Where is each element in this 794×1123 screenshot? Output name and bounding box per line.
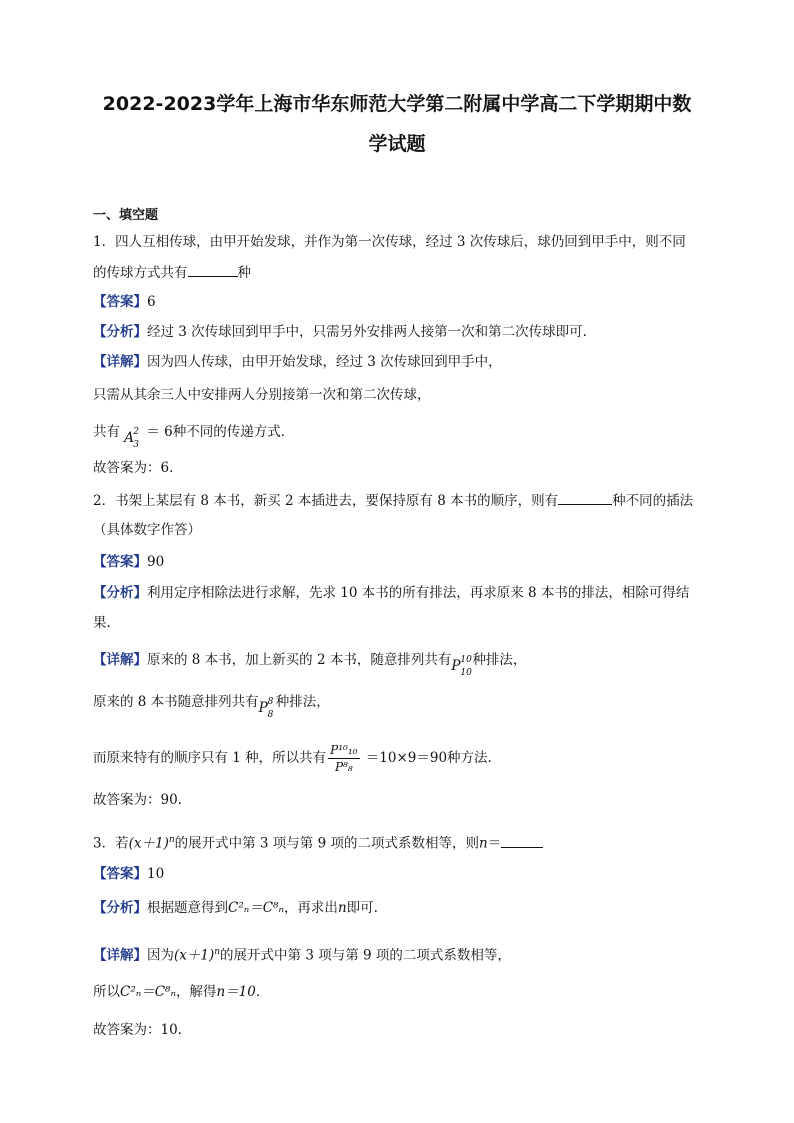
q2-detail-line-3: 而原来特有的顺序只有 1 种，所以共有 $\frac{\text{P¹⁰₁₀}}{\text{P⁸₈}}$ ＝10×9＝90种方法. <box>93 743 492 774</box>
analysis-tag: 【分析】 <box>93 324 147 340</box>
q1-final: 故答案为：6. <box>93 460 174 476</box>
title-line-2: 学试题 <box>368 133 426 155</box>
detail-tag: 【详解】 <box>93 354 147 370</box>
q2-detail-line-2: 原来的 8 本书随意排列共有P 8 8 种排法， <box>93 694 330 720</box>
q1-detail-line-1: 【详解】因为四人传球，由甲开始发球，经过 3 次传球回到甲手中， <box>93 354 502 370</box>
q2-permutation-symbol-10: P 10 10 <box>451 655 472 678</box>
q2-permutation-symbol-8: P 8 8 <box>258 697 274 720</box>
title-line-1: 2022-2023学年上海市华东师范大学第二附属中学高二下学期期中数 <box>102 93 692 115</box>
q1-analysis: 【分析】经过 3 次传球回到甲手中，只需另外安排两人接第一次和第二次传球即可. <box>93 324 587 340</box>
q2-text-line-1: 2．书架上某层有 8 本书，新买 2 本插进去，要保持原有 8 本书的顺序，则有 种不同的插法 <box>93 490 693 511</box>
answer-tag: 【答案】 <box>93 294 147 310</box>
q2-answer-blank <box>558 490 612 505</box>
q1-answer-blank <box>188 262 238 277</box>
q1-detail-line-2: 只需从其余三人中安排两人分别接第一次和第二次传球， <box>93 387 431 403</box>
q3-detail-line-2: 所以C²ₙ＝C⁸ₙ，解得n＝10． <box>93 984 270 1000</box>
q1-text-line-2: 的传球方式共有 种 <box>93 262 251 283</box>
q1-permutation-symbol: A 2 3 <box>124 427 140 450</box>
section-heading: 一、填空题 <box>93 208 159 223</box>
q2-text-line-2: （具体数字作答） <box>93 522 201 538</box>
q2-final: 故答案为：90. <box>93 792 182 808</box>
q3-analysis: 【分析】根据题意得到C²ₙ＝C⁸ₙ，再求出n即可. <box>93 900 378 916</box>
page-title <box>60 84 734 164</box>
q2-analysis-line-1: 【分析】利用定序相除法进行求解，先求 10 本书的所有排法，再求原来 8 本书的排法，相除可得结 <box>93 585 690 601</box>
q2-answer: 【答案】90 <box>93 554 165 570</box>
q2-analysis-line-2: 果. <box>93 615 111 631</box>
q3-answer: 【答案】10 <box>93 866 165 882</box>
q2-detail-line-1: 【详解】原来的 8 本书，加上新买的 2 本书，随意排列共有P 10 10 种排法， <box>93 652 527 678</box>
q2-fraction: $\frac{\text{P¹⁰₁₀}}{\text{P⁸₈}}$ <box>330 743 358 774</box>
q3-detail-line-1: 【详解】因为$(x+1)^n$的展开式中第 3 项与第 9 项的二项式系数相等， <box>93 947 511 964</box>
q1-detail-line-3: 共有 A 2 3 ＝ 6种不同的传递方式． <box>93 424 295 450</box>
q1-text-line-1: 1．四人互相传球，由甲开始发球，并作为第一次传球，经过 3 次传球后，球仍回到甲手中，则不同 <box>93 234 686 250</box>
q3-text: 3．若$(x+1)^n$的展开式中第 3 项与第 9 项的二项式系数相等，则n＝ <box>93 830 543 854</box>
q3-answer-blank <box>501 833 543 848</box>
q3-final: 故答案为：10. <box>93 1022 182 1038</box>
q1-answer: 【答案】6 <box>93 294 156 310</box>
